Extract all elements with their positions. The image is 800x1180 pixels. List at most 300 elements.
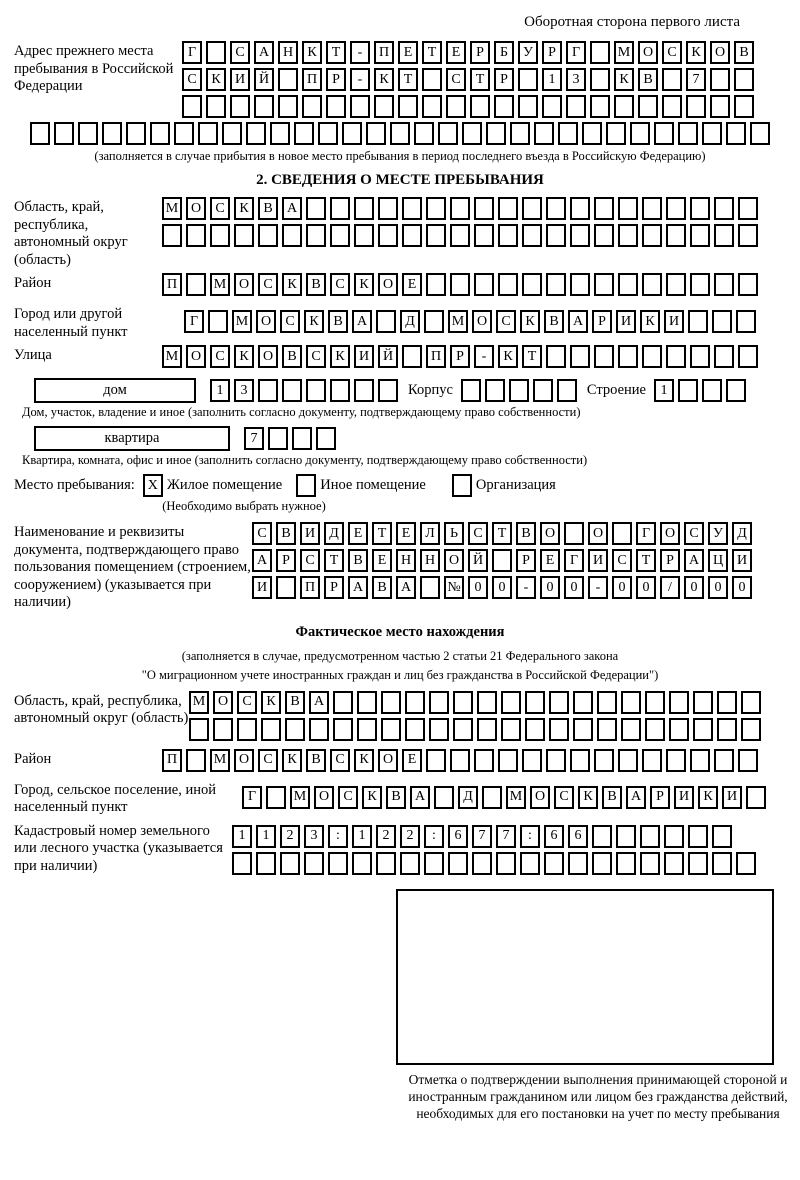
empty-cell[interactable] <box>640 825 660 848</box>
city-row[interactable] <box>184 310 786 333</box>
empty-cell[interactable] <box>446 95 466 118</box>
char-cell[interactable]: - <box>350 68 370 91</box>
empty-cell[interactable] <box>546 749 566 772</box>
char-cell[interactable]: П <box>426 345 446 368</box>
empty-cell[interactable] <box>546 224 566 247</box>
empty-cell[interactable] <box>712 825 732 848</box>
empty-cell[interactable] <box>333 718 353 741</box>
empty-cell[interactable] <box>280 852 300 875</box>
char-cell[interactable]: 1 <box>542 68 562 91</box>
char-cell[interactable]: 0 <box>540 576 560 599</box>
empty-cell[interactable] <box>354 224 374 247</box>
char-cell[interactable]: Е <box>372 549 392 572</box>
empty-cell[interactable] <box>734 95 754 118</box>
char-cell[interactable]: Т <box>470 68 490 91</box>
char-cell[interactable]: О <box>588 522 608 545</box>
empty-cell[interactable] <box>402 345 422 368</box>
empty-cell[interactable] <box>666 273 686 296</box>
char-cell[interactable]: В <box>306 749 326 772</box>
char-cell[interactable]: М <box>162 197 182 220</box>
char-cell[interactable]: Г <box>242 786 262 809</box>
empty-cell[interactable] <box>612 522 632 545</box>
char-cell[interactable]: Р <box>494 68 514 91</box>
empty-cell[interactable] <box>618 197 638 220</box>
actual-region-row-2[interactable] <box>189 718 786 741</box>
empty-cell[interactable] <box>594 273 614 296</box>
char-cell[interactable]: Р <box>660 549 680 572</box>
empty-cell[interactable] <box>210 224 230 247</box>
empty-cell[interactable] <box>232 852 252 875</box>
empty-cell[interactable] <box>400 852 420 875</box>
empty-cell[interactable] <box>282 224 302 247</box>
empty-cell[interactable] <box>477 691 497 714</box>
char-cell[interactable]: С <box>684 522 704 545</box>
char-cell[interactable]: 0 <box>708 576 728 599</box>
empty-cell[interactable] <box>498 273 518 296</box>
char-cell[interactable]: А <box>396 576 416 599</box>
char-cell[interactable]: - <box>588 576 608 599</box>
empty-cell[interactable] <box>686 95 706 118</box>
empty-cell[interactable] <box>509 379 529 402</box>
empty-cell[interactable] <box>501 718 521 741</box>
empty-cell[interactable] <box>714 749 734 772</box>
empty-cell[interactable] <box>518 68 538 91</box>
ownership-doc-row-2[interactable] <box>252 549 786 572</box>
char-cell[interactable]: Е <box>402 273 422 296</box>
empty-cell[interactable] <box>616 852 636 875</box>
char-cell[interactable]: С <box>554 786 574 809</box>
char-cell[interactable]: А <box>254 41 274 64</box>
empty-cell[interactable] <box>189 718 209 741</box>
char-cell[interactable]: О <box>314 786 334 809</box>
empty-cell[interactable] <box>174 122 194 145</box>
ownership-doc-row-3[interactable] <box>252 576 786 599</box>
char-cell[interactable]: А <box>352 310 372 333</box>
empty-cell[interactable] <box>296 474 316 497</box>
empty-cell[interactable] <box>474 749 494 772</box>
char-cell[interactable]: И <box>664 310 684 333</box>
char-cell[interactable]: / <box>660 576 680 599</box>
char-cell[interactable]: И <box>252 576 272 599</box>
char-cell[interactable]: С <box>612 549 632 572</box>
empty-cell[interactable] <box>474 197 494 220</box>
char-cell[interactable]: А <box>626 786 646 809</box>
char-cell[interactable]: С <box>338 786 358 809</box>
empty-cell[interactable] <box>638 95 658 118</box>
char-cell[interactable]: Е <box>446 41 466 64</box>
empty-cell[interactable] <box>594 749 614 772</box>
char-cell[interactable]: Т <box>492 522 512 545</box>
char-cell[interactable]: В <box>258 197 278 220</box>
empty-cell[interactable] <box>420 576 440 599</box>
char-cell[interactable]: У <box>708 522 728 545</box>
empty-cell[interactable] <box>642 749 662 772</box>
char-cell[interactable]: М <box>448 310 468 333</box>
empty-cell[interactable] <box>498 197 518 220</box>
empty-cell[interactable] <box>270 122 290 145</box>
empty-cell[interactable] <box>333 691 353 714</box>
empty-cell[interactable] <box>570 197 590 220</box>
house-type-box[interactable]: дом <box>34 378 196 403</box>
char-cell[interactable]: 3 <box>304 825 324 848</box>
empty-cell[interactable] <box>510 122 530 145</box>
empty-cell[interactable] <box>304 852 324 875</box>
stay-option-residential-checkbox[interactable] <box>143 474 167 497</box>
char-cell[interactable]: 7 <box>244 427 264 450</box>
empty-cell[interactable] <box>570 749 590 772</box>
char-cell[interactable]: Ц <box>708 549 728 572</box>
empty-cell[interactable] <box>590 68 610 91</box>
empty-cell[interactable] <box>640 852 660 875</box>
empty-cell[interactable] <box>741 691 761 714</box>
char-cell[interactable]: - <box>474 345 494 368</box>
char-cell[interactable]: И <box>732 549 752 572</box>
char-cell[interactable]: : <box>424 825 444 848</box>
actual-city-row[interactable] <box>242 786 786 809</box>
empty-cell[interactable] <box>206 95 226 118</box>
empty-cell[interactable] <box>470 95 490 118</box>
char-cell[interactable]: В <box>386 786 406 809</box>
char-cell[interactable]: К <box>354 273 374 296</box>
empty-cell[interactable] <box>450 224 470 247</box>
char-cell[interactable]: К <box>234 197 254 220</box>
empty-cell[interactable] <box>378 224 398 247</box>
empty-cell[interactable] <box>688 310 708 333</box>
empty-cell[interactable] <box>282 379 302 402</box>
char-cell[interactable]: О <box>540 522 560 545</box>
empty-cell[interactable] <box>590 95 610 118</box>
char-cell[interactable]: 7 <box>472 825 492 848</box>
char-cell[interactable]: 0 <box>468 576 488 599</box>
char-cell[interactable]: Р <box>276 549 296 572</box>
empty-cell[interactable] <box>381 691 401 714</box>
empty-cell[interactable] <box>405 691 425 714</box>
char-cell[interactable]: Р <box>470 41 490 64</box>
empty-cell[interactable] <box>525 718 545 741</box>
char-cell[interactable]: С <box>300 549 320 572</box>
char-cell[interactable]: К <box>354 749 374 772</box>
char-cell[interactable]: Р <box>324 576 344 599</box>
empty-cell[interactable] <box>630 122 650 145</box>
empty-cell[interactable] <box>450 749 470 772</box>
empty-cell[interactable] <box>522 749 542 772</box>
empty-cell[interactable] <box>237 718 257 741</box>
apartment-number-cells[interactable] <box>244 427 340 450</box>
empty-cell[interactable] <box>498 224 518 247</box>
char-cell[interactable]: О <box>530 786 550 809</box>
char-cell[interactable]: В <box>282 345 302 368</box>
empty-cell[interactable] <box>422 95 442 118</box>
house-number-cells[interactable] <box>210 379 402 402</box>
char-cell[interactable]: Б <box>494 41 514 64</box>
empty-cell[interactable] <box>688 852 708 875</box>
empty-cell[interactable] <box>666 197 686 220</box>
char-cell[interactable]: К <box>498 345 518 368</box>
char-cell[interactable]: О <box>472 310 492 333</box>
char-cell[interactable]: К <box>282 273 302 296</box>
empty-cell[interactable] <box>618 273 638 296</box>
empty-cell[interactable] <box>592 825 612 848</box>
char-cell[interactable]: С <box>258 749 278 772</box>
empty-cell[interactable] <box>485 379 505 402</box>
empty-cell[interactable] <box>690 345 710 368</box>
char-cell[interactable]: С <box>662 41 682 64</box>
char-cell[interactable]: И <box>300 522 320 545</box>
empty-cell[interactable] <box>261 718 281 741</box>
empty-cell[interactable] <box>198 122 218 145</box>
empty-cell[interactable] <box>150 122 170 145</box>
empty-cell[interactable] <box>266 786 286 809</box>
empty-cell[interactable] <box>520 852 540 875</box>
char-cell[interactable]: М <box>162 345 182 368</box>
empty-cell[interactable] <box>573 691 593 714</box>
char-cell[interactable]: А <box>252 549 272 572</box>
char-cell[interactable]: П <box>162 749 182 772</box>
empty-cell[interactable] <box>222 122 242 145</box>
empty-cell[interactable] <box>522 273 542 296</box>
empty-cell[interactable] <box>376 310 396 333</box>
empty-cell[interactable] <box>606 122 626 145</box>
empty-cell[interactable] <box>726 379 746 402</box>
empty-cell[interactable] <box>597 691 617 714</box>
char-cell[interactable]: К <box>698 786 718 809</box>
char-cell[interactable]: 1 <box>232 825 252 848</box>
char-cell[interactable]: 2 <box>376 825 396 848</box>
char-cell[interactable]: С <box>330 749 350 772</box>
empty-cell[interactable] <box>328 852 348 875</box>
empty-cell[interactable] <box>678 379 698 402</box>
char-cell[interactable]: К <box>282 749 302 772</box>
empty-cell[interactable] <box>292 427 312 450</box>
empty-cell[interactable] <box>618 224 638 247</box>
char-cell[interactable]: В <box>285 691 305 714</box>
empty-cell[interactable] <box>453 691 473 714</box>
char-cell[interactable]: С <box>210 345 230 368</box>
empty-cell[interactable] <box>642 197 662 220</box>
char-cell[interactable]: О <box>256 310 276 333</box>
empty-cell[interactable] <box>330 379 350 402</box>
empty-cell[interactable] <box>54 122 74 145</box>
empty-cell[interactable] <box>126 122 146 145</box>
empty-cell[interactable] <box>390 122 410 145</box>
empty-cell[interactable] <box>738 197 758 220</box>
empty-cell[interactable] <box>594 224 614 247</box>
char-cell[interactable]: С <box>237 691 257 714</box>
char-cell[interactable]: О <box>710 41 730 64</box>
char-cell[interactable]: 1 <box>654 379 674 402</box>
stroenie-cells[interactable] <box>654 379 750 402</box>
char-cell[interactable]: Г <box>184 310 204 333</box>
empty-cell[interactable] <box>208 310 228 333</box>
empty-cell[interactable] <box>474 273 494 296</box>
char-cell[interactable]: 6 <box>568 825 588 848</box>
empty-cell[interactable] <box>666 224 686 247</box>
char-cell[interactable]: Е <box>396 522 416 545</box>
char-cell[interactable]: О <box>234 749 254 772</box>
confirmation-stamp-box[interactable] <box>396 889 774 1065</box>
ownership-doc-row-1[interactable] <box>252 522 786 545</box>
empty-cell[interactable] <box>714 273 734 296</box>
char-cell[interactable]: А <box>309 691 329 714</box>
empty-cell[interactable] <box>402 197 422 220</box>
char-cell[interactable]: В <box>372 576 392 599</box>
char-cell[interactable]: 7 <box>686 68 706 91</box>
char-cell[interactable]: В <box>734 41 754 64</box>
char-cell[interactable]: 1 <box>256 825 276 848</box>
empty-cell[interactable] <box>186 749 206 772</box>
empty-cell[interactable] <box>354 197 374 220</box>
region-row-1[interactable] <box>162 197 786 220</box>
empty-cell[interactable] <box>645 691 665 714</box>
char-cell[interactable]: К <box>614 68 634 91</box>
empty-cell[interactable] <box>542 95 562 118</box>
empty-cell[interactable] <box>573 718 593 741</box>
char-cell[interactable]: С <box>258 273 278 296</box>
char-cell[interactable]: Т <box>522 345 542 368</box>
char-cell[interactable]: П <box>302 68 322 91</box>
empty-cell[interactable] <box>268 427 288 450</box>
char-cell[interactable]: - <box>350 41 370 64</box>
empty-cell[interactable] <box>376 852 396 875</box>
empty-cell[interactable] <box>717 718 737 741</box>
char-cell[interactable]: Т <box>422 41 442 64</box>
char-cell[interactable]: А <box>568 310 588 333</box>
empty-cell[interactable] <box>590 41 610 64</box>
empty-cell[interactable] <box>738 749 758 772</box>
char-cell[interactable]: К <box>520 310 540 333</box>
char-cell[interactable]: С <box>210 197 230 220</box>
empty-cell[interactable] <box>162 224 182 247</box>
empty-cell[interactable] <box>426 273 446 296</box>
cadastral-row-2[interactable] <box>232 852 786 875</box>
empty-cell[interactable] <box>549 718 569 741</box>
char-cell[interactable]: Т <box>398 68 418 91</box>
char-cell[interactable]: И <box>616 310 636 333</box>
char-cell[interactable]: - <box>516 576 536 599</box>
char-cell[interactable]: 6 <box>544 825 564 848</box>
char-cell[interactable]: Д <box>732 522 752 545</box>
empty-cell[interactable] <box>186 224 206 247</box>
actual-region-row-1[interactable] <box>189 691 786 714</box>
char-cell[interactable]: О <box>444 549 464 572</box>
empty-cell[interactable] <box>662 95 682 118</box>
prev-address-row-3[interactable] <box>182 95 786 118</box>
char-cell[interactable]: : <box>328 825 348 848</box>
char-cell[interactable]: К <box>304 310 324 333</box>
prev-address-row-2[interactable] <box>182 68 786 91</box>
empty-cell[interactable] <box>278 68 298 91</box>
empty-cell[interactable] <box>621 718 641 741</box>
empty-cell[interactable] <box>616 825 636 848</box>
empty-cell[interactable] <box>30 122 50 145</box>
empty-cell[interactable] <box>544 852 564 875</box>
empty-cell[interactable] <box>206 41 226 64</box>
char-cell[interactable]: Г <box>636 522 656 545</box>
empty-cell[interactable] <box>734 68 754 91</box>
empty-cell[interactable] <box>642 224 662 247</box>
empty-cell[interactable] <box>738 224 758 247</box>
char-cell[interactable]: С <box>280 310 300 333</box>
char-cell[interactable]: 3 <box>234 379 254 402</box>
empty-cell[interactable] <box>102 122 122 145</box>
stay-option-organization-checkbox[interactable] <box>452 474 476 497</box>
empty-cell[interactable] <box>381 718 401 741</box>
empty-cell[interactable] <box>621 691 641 714</box>
char-cell[interactable]: 0 <box>732 576 752 599</box>
char-cell[interactable]: М <box>290 786 310 809</box>
char-cell[interactable]: 2 <box>280 825 300 848</box>
char-cell[interactable]: Д <box>458 786 478 809</box>
empty-cell[interactable] <box>492 549 512 572</box>
char-cell[interactable]: Г <box>564 549 584 572</box>
empty-cell[interactable] <box>378 379 398 402</box>
empty-cell[interactable] <box>234 224 254 247</box>
street-row[interactable] <box>162 345 786 368</box>
char-cell[interactable]: И <box>230 68 250 91</box>
empty-cell[interactable] <box>306 379 326 402</box>
char-cell[interactable]: В <box>328 310 348 333</box>
empty-cell[interactable] <box>693 691 713 714</box>
empty-cell[interactable] <box>294 122 314 145</box>
char-cell[interactable]: О <box>378 749 398 772</box>
char-cell[interactable]: М <box>210 749 230 772</box>
empty-cell[interactable] <box>477 718 497 741</box>
empty-cell[interactable] <box>533 379 553 402</box>
char-cell[interactable]: X <box>143 474 163 497</box>
char-cell[interactable]: Й <box>468 549 488 572</box>
char-cell[interactable]: М <box>232 310 252 333</box>
empty-cell[interactable] <box>285 718 305 741</box>
empty-cell[interactable] <box>496 852 516 875</box>
empty-cell[interactable] <box>424 310 444 333</box>
empty-cell[interactable] <box>654 122 674 145</box>
empty-cell[interactable] <box>405 718 425 741</box>
char-cell[interactable]: О <box>186 345 206 368</box>
char-cell[interactable]: А <box>684 549 704 572</box>
empty-cell[interactable] <box>429 718 449 741</box>
empty-cell[interactable] <box>352 852 372 875</box>
empty-cell[interactable] <box>462 122 482 145</box>
char-cell[interactable]: Р <box>450 345 470 368</box>
empty-cell[interactable] <box>693 718 713 741</box>
empty-cell[interactable] <box>546 345 566 368</box>
empty-cell[interactable] <box>330 224 350 247</box>
char-cell[interactable]: Т <box>326 41 346 64</box>
char-cell[interactable]: И <box>588 549 608 572</box>
empty-cell[interactable] <box>546 197 566 220</box>
empty-cell[interactable] <box>642 273 662 296</box>
char-cell[interactable]: Р <box>516 549 536 572</box>
region-row-2[interactable] <box>162 224 786 247</box>
char-cell[interactable]: О <box>186 197 206 220</box>
empty-cell[interactable] <box>594 345 614 368</box>
char-cell[interactable]: А <box>410 786 430 809</box>
char-cell[interactable]: К <box>374 68 394 91</box>
empty-cell[interactable] <box>645 718 665 741</box>
char-cell[interactable]: В <box>276 522 296 545</box>
empty-cell[interactable] <box>594 197 614 220</box>
empty-cell[interactable] <box>438 122 458 145</box>
char-cell[interactable]: О <box>258 345 278 368</box>
char-cell[interactable]: Т <box>372 522 392 545</box>
char-cell[interactable]: О <box>638 41 658 64</box>
empty-cell[interactable] <box>738 345 758 368</box>
empty-cell[interactable] <box>494 95 514 118</box>
empty-cell[interactable] <box>566 95 586 118</box>
empty-cell[interactable] <box>434 786 454 809</box>
empty-cell[interactable] <box>717 691 737 714</box>
char-cell[interactable]: 1 <box>210 379 230 402</box>
